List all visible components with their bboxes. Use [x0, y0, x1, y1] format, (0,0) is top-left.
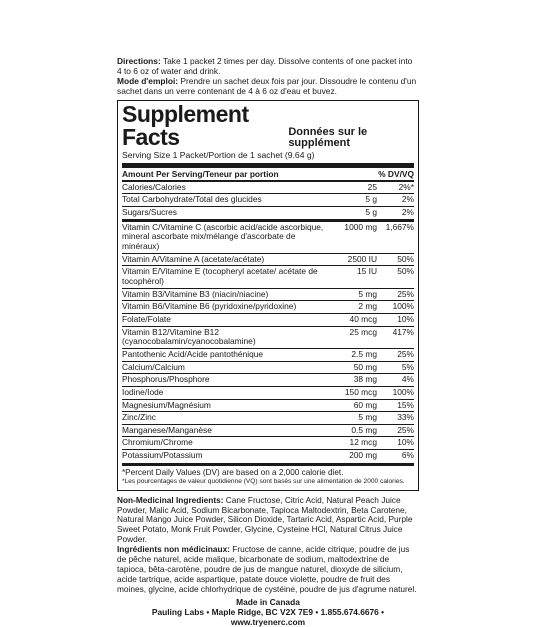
nutrient-amount: 2.5 mg [351, 348, 377, 359]
nutrient-amount: 25 [367, 181, 377, 192]
directions-fr [117, 76, 419, 96]
nutrient-name: Vitamin B6/Vitamine B6 (pyridoxine/pyridoxine) [122, 301, 297, 312]
nutrient-row [122, 412, 414, 425]
nutrient-amount: 25 mcg [349, 326, 377, 337]
nutrient-name: Total Carbohydrate/Total des glucides [122, 194, 262, 205]
company-contact: Pauling Labs • Maple Ridge, BC V2X 7E9 • 1.855.674.6676 • www.tryenerc.com [151, 607, 385, 627]
nutrient-dv: 2% [401, 194, 414, 205]
nutrient-name: Vitamin B3/Vitamine B3 (niacin/niacine) [122, 288, 269, 299]
nutrient-row [122, 301, 414, 314]
nutrient-row [122, 266, 414, 288]
nutrient-row [122, 400, 414, 413]
nutrient-dv: 50% [397, 266, 414, 277]
nutrient-name: Magnesium/Magnésium [122, 399, 211, 410]
nutrient-name: Iodine/Iode [122, 386, 164, 397]
nutrient-dv: 33% [397, 412, 414, 423]
nutrient-name: Zinc/Zinc [122, 412, 156, 423]
nutrient-row [122, 387, 414, 400]
nutrient-name: Manganese/Manganèse [122, 424, 212, 435]
facts-footnote [122, 463, 414, 486]
nutrient-row [122, 194, 414, 207]
nutrient-dv: 50% [397, 253, 414, 264]
ingredients-fr [117, 545, 419, 595]
nutrient-row [122, 314, 414, 327]
footnote-en: *Percent Daily Values (DV) are based on a 2,000 calorie diet. [122, 467, 344, 477]
nutrient-name: Sugars/Sucres [122, 207, 177, 218]
nutrient-dv: 100% [392, 301, 414, 312]
nutrient-name: Vitamin C/Vitamine C (ascorbic acid/acide ascorbique, mineral ascorbate mix/mélange d'ascorbate de minéraux) [122, 221, 324, 251]
nutrient-amount: 5 mg [358, 288, 377, 299]
nutrient-row [122, 222, 414, 254]
nutrient-amount: 5 mg [358, 412, 377, 423]
made-in: Made in Canada [236, 597, 300, 608]
ingredients-en [117, 496, 419, 546]
nutrient-name: Vitamin A/Vitamine A (acetate/acétate) [122, 253, 265, 264]
nutrient-name: Calcium/Calcium [122, 361, 185, 372]
amount-header: Amount Per Serving/Teneur par portion [122, 168, 279, 179]
ingredients-fr-text: Fructose de canne, acide citrique, poudre de jus de pêche naturel, acide malique, bicarbonate de sodium, maltodextrine de tapioca, bêta-carotène, poudre de jus de mangue naturel, dioxyde de silicium, acide tartrique, acide aspartique, patate douce violette, poudre de fruit des moines, glycine, acide chlorhydrique de cystéine, poudre de jus d'agrume naturel. [117, 544, 417, 595]
nutrient-dv: 2% [401, 207, 414, 218]
nutrient-amount: 15 IU [356, 266, 377, 277]
nutrient-amount: 2500 IU [347, 253, 377, 264]
nutrient-dv: 25% [397, 288, 414, 299]
directions-en-text: Take 1 packet 2 times per day. Dissolve contents of one packet into 4 to 6 oz of water and drink. [117, 56, 413, 77]
ingredients-en-label: Non-Medicinal Ingredients: [117, 494, 224, 505]
nutrient-row [122, 450, 414, 462]
directions-fr-text: Prendre un sachet deux fois par jour. Dissoudre le contenu d'un sachet dans un verre contenant de 4 à 6 oz d'eau et buvez. [117, 76, 417, 97]
nutrient-row [122, 425, 414, 438]
supplement-facts-panel [117, 100, 419, 490]
nutrient-amount: 60 mg [353, 399, 377, 410]
nutrient-row [122, 289, 414, 302]
facts-rows [122, 182, 414, 462]
nutrient-name: Calories/Calories [122, 181, 186, 192]
nutrient-amount: 150 mcg [344, 386, 377, 397]
serving-size: Serving Size 1 Packet/Portion de 1 sachet (9.64 g) [122, 150, 414, 167]
amount-header-row [122, 168, 414, 182]
nutrient-dv: 100% [392, 386, 414, 397]
directions-fr-label: Mode d'emploi: [117, 76, 179, 87]
product-label [117, 56, 419, 627]
nutrient-dv: 6% [401, 450, 414, 461]
nutrient-row [122, 349, 414, 362]
nutrient-dv: 1,667% [385, 221, 414, 232]
nutrient-amount: 38 mg [353, 374, 377, 385]
nutrient-name: Folate/Folate [122, 313, 171, 324]
nutrient-name: Vitamin B12/Vitamine B12 (cyanocobalamin/cyanocobalamine) [122, 326, 256, 347]
facts-title: Supplement Facts [122, 101, 249, 151]
nutrient-amount: 50 mg [353, 361, 377, 372]
nutrient-dv: 417% [392, 326, 414, 337]
dv-header: % DV/VQ [378, 168, 414, 179]
facts-title-fr: Données sur le supplément [288, 126, 368, 149]
nutrient-amount: 5 g [365, 194, 377, 205]
nutrient-amount: 0.5 mg [351, 424, 377, 435]
nutrient-name: Vitamin E/Vitamine E (tocopheryl acetate/ acétate de tocophérol) [122, 266, 318, 286]
nutrient-name: Chromium/Chrome [122, 437, 193, 448]
nutrient-name: Potassium/Potassium [122, 450, 203, 461]
nutrient-row [122, 362, 414, 375]
nutrient-row [122, 327, 414, 349]
nutrient-dv: 10% [397, 437, 414, 448]
nutrient-dv: 5% [401, 361, 414, 372]
nutrient-dv: 10% [397, 313, 414, 324]
nutrient-dv: 25% [397, 424, 414, 435]
nutrient-row [122, 374, 414, 387]
ingredients-fr-label: Ingrédients non médicinaux: [117, 544, 230, 555]
nutrient-name: Phosphorus/Phosphore [122, 374, 210, 385]
footnote-fr: *Les pourcentages de valeur quotidienne (VQ) sont basés sur une alimentation de 2000 calories. [122, 477, 405, 485]
nutrient-row [122, 182, 414, 195]
nutrient-amount: 5 g [365, 207, 377, 218]
directions-en-label: Directions: [117, 56, 161, 66]
ingredients-section [117, 496, 419, 596]
nutrient-amount: 12 mcg [349, 437, 377, 448]
nutrient-row [122, 254, 414, 267]
nutrient-amount: 1000 mg [344, 221, 377, 232]
nutrient-name: Pantothenic Acid/Acide pantothénique [122, 348, 264, 359]
nutrient-dv: 15% [397, 399, 414, 410]
directions-en [117, 56, 419, 76]
nutrient-amount: 200 mg [349, 450, 377, 461]
nutrient-row [122, 437, 414, 450]
ingredients-en-text: Cane Fructose, Citric Acid, Natural Peach Juice Powder, Malic Acid, Sodium Bicarbonate, Tapioca Maltodextrin, Beta Carotene, Natural Mango Juice Powder, Silicon Dioxide, Tartaric Acid, Aspartic Acid, Purple Sweet Potato, Monk Fruit Powder, Glycine, Cysteine HCl, Natural Citrus Juice Powder. [117, 494, 413, 545]
nutrient-row [122, 207, 414, 222]
nutrient-amount: 2 mg [358, 301, 377, 312]
nutrient-amount: 40 mcg [349, 313, 377, 324]
nutrient-dv: 4% [401, 374, 414, 385]
facts-header [122, 103, 414, 149]
nutrient-dv: 25% [397, 348, 414, 359]
nutrient-dv: 2%* [398, 181, 414, 192]
